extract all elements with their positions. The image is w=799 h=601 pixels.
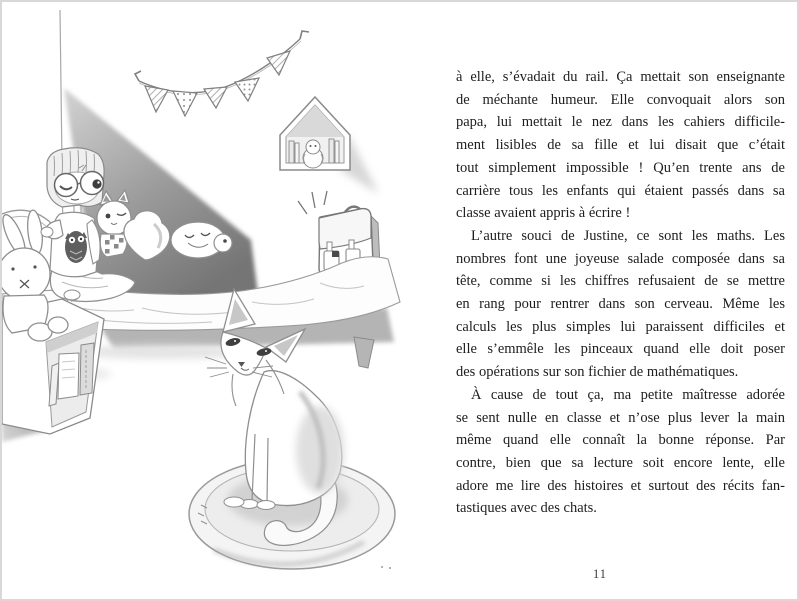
text-line: L’autre souci de Justine, ce sont les maths. Les: [471, 227, 785, 244]
text-line: en rang pour rentrer dans son cerveau. Même les: [456, 296, 785, 313]
paragraph: [456, 225, 785, 384]
text-line: carrière tous les enfants qui étaient passés dans sa: [456, 182, 785, 199]
text-line: adore me lire des histoires et surtout des récits fan-: [456, 477, 785, 494]
text-line: contre, bien que sa lecture soit encore lente, elle: [456, 454, 785, 471]
text-line: à elle, s’évadait du rail. Ça mettait son enseignante: [456, 69, 785, 85]
text-column: [456, 66, 785, 520]
text-line: se sent nulle en classe et n’ose plus lever la main: [456, 409, 785, 426]
house-shelf-icon: [280, 97, 379, 194]
owl-print-icon: [65, 231, 87, 263]
text-line: À cause de tout ça, ma petite maîtresse adorée: [471, 386, 785, 403]
text-line: calculs les plus simples lui paraissent difficiles et: [456, 318, 785, 335]
text-line: des opérations sur son fichier de mathématiques.: [456, 364, 739, 381]
page-number: 11: [592, 567, 608, 581]
text-line: elle s’emmêle les pinceaux quand elle doit poser: [456, 341, 785, 358]
text-line: de méchante humeur. Elle convoquait alors son: [456, 91, 785, 108]
emphasis-rays-icon: [298, 191, 327, 214]
paragraph: [456, 384, 785, 520]
text-line: tête, comme si les chiffres refusaient de se mettre: [456, 273, 785, 290]
bedroom-illustration: [2, 2, 447, 599]
bunting-garland-icon: [135, 31, 309, 116]
text-line: tout simplement impossible ! Qu’en trente ans de: [456, 159, 785, 176]
text-line: papa, lui mettait le nez dans les cahiers difficile-: [456, 114, 785, 131]
text-line: tastiques avec des chats.: [456, 500, 597, 517]
text-line: classe avaient appris à écrire !: [456, 205, 631, 222]
paragraph: [456, 66, 785, 225]
text-line: nombres font une joyeuse salade composée dans sa: [456, 250, 785, 267]
text-line: ment lisibles de sa fille et lui disait que c’était: [456, 137, 785, 154]
text-line: même quand elle connaît la bonne réponse. Par: [456, 432, 785, 449]
